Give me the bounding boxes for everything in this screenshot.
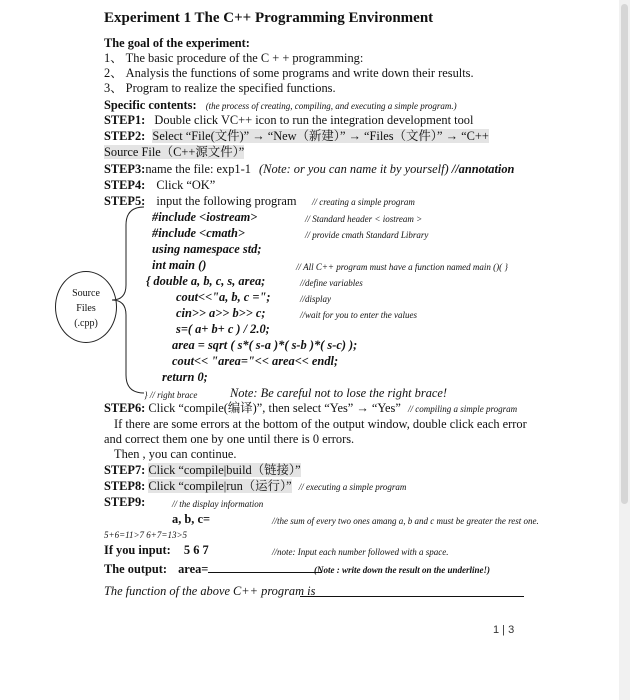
step2: [104, 129, 489, 144]
vertical-scrollbar[interactable]: [619, 0, 630, 700]
code-comment: //define variables: [300, 278, 363, 288]
source-files-label-2: Files: [76, 303, 96, 314]
contents-note: (the process of creating, compiling, and executing a simple program.): [205, 101, 457, 111]
function-underline: [300, 596, 524, 597]
code-line: #include <iostream>: [152, 210, 258, 224]
scrollbar-thumb[interactable]: [621, 4, 628, 504]
specific-contents: [104, 98, 457, 114]
goal-item-2: 2、 Analysis the functions of some programs and write down their results.: [104, 66, 474, 80]
code-line: cin>> a>> b>> c;: [176, 306, 266, 320]
step6-note: // compiling a simple program: [408, 404, 518, 414]
step3-text: name the file: exp1-1: [145, 162, 251, 176]
goal-item-1: 1、 The basic procedure of the C + + programming:: [104, 51, 364, 65]
step7: [104, 463, 301, 478]
step5-text: input the following program: [156, 194, 297, 208]
code-line: cout<<"a, b, c =";: [176, 290, 271, 304]
step1: [104, 113, 473, 128]
step3-label: STEP3:: [104, 162, 146, 176]
goal-heading: The goal of the experiment:: [104, 36, 250, 50]
step9-note: // the display information: [172, 499, 264, 509]
step4-text: Click “OK”: [156, 178, 216, 192]
step3-annotation: //annotation: [451, 162, 515, 176]
step8: [104, 479, 406, 495]
step5-note: // creating a simple program: [312, 197, 415, 207]
source-files-label-3: (.cpp): [74, 318, 98, 329]
abc-note: //the sum of every two ones amang a, b and c must be greater the rest one.: [272, 516, 539, 526]
input-note: //note: Input each number followed with a space.: [272, 547, 449, 557]
output-text: area=: [178, 562, 209, 576]
page-number: 1 | 3: [493, 624, 515, 636]
output-note: (Note : write down the result on the underline!): [314, 565, 491, 575]
example-sums: 5+6=11>7 6+7=13>5: [104, 530, 188, 540]
document-title: Experiment 1 The C++ Programming Environment: [104, 10, 434, 26]
code-line: int main (): [152, 258, 207, 272]
step2-line1: Select “File(文件)” → “New（新建）” → “Files（文件）” → “C++: [152, 129, 489, 143]
code-line: using namespace std;: [152, 242, 262, 256]
step6-para1: If there are some errors at the bottom of the output window, double click each error: [114, 417, 527, 431]
step7-label: STEP7:: [104, 463, 146, 477]
output-label: The output:: [104, 562, 167, 576]
step6-text: Click “compile(编译)”, then select “Yes” → “Yes”: [148, 401, 401, 415]
step6-label: STEP6:: [104, 401, 146, 415]
step6-para3: Then , you can continue.: [114, 447, 237, 461]
input-row: [104, 543, 209, 558]
function-text: The function of the above C++ program is: [104, 584, 316, 598]
right-brace-note: Note: Be careful not to lose the right brace!: [230, 386, 448, 400]
code-comment: // provide cmath Standard Library: [305, 230, 429, 240]
step6: [104, 401, 517, 417]
code-line: s=( a+ b+ c ) / 2.0;: [176, 322, 270, 336]
code-comment: //wait for you to enter the values: [300, 310, 417, 320]
output-row: [104, 561, 322, 577]
step3: [104, 162, 514, 177]
code-comment: // Standard header < iostream >: [305, 214, 423, 224]
code-comment: // All C++ program must have a function named main ()( }: [296, 262, 508, 272]
input-label: If you input:: [104, 543, 171, 557]
step9: [104, 495, 145, 510]
step7-text: Click “compile|build（链接）”: [148, 463, 301, 477]
step2-label: STEP2:: [104, 129, 146, 143]
code-line: cout<< "area="<< area<< endl;: [172, 354, 339, 368]
abc-prompt: a, b, c=: [172, 512, 211, 526]
code-line: return 0;: [162, 370, 208, 384]
goal-item-3: 3、 Program to realize the specified functions.: [104, 81, 336, 95]
step1-text: Double click VC++ icon to run the integration development tool: [154, 113, 474, 127]
step1-label: STEP1:: [104, 113, 146, 127]
function-row: [104, 584, 315, 599]
code-line: area = sqrt ( s*( s-a )*( s-b )*( s-c) );: [172, 338, 358, 352]
source-files-oval: [55, 271, 117, 343]
source-files-label-1: Source: [72, 288, 100, 299]
right-brace-line: } // right brace: [144, 390, 198, 400]
step4: [104, 178, 215, 193]
output-underline: [208, 561, 322, 573]
contents-label: Specific contents:: [104, 98, 197, 112]
step8-note: // executing a simple program: [298, 482, 407, 492]
step2-line2-row: [104, 145, 244, 160]
step4-label: STEP4:: [104, 178, 146, 192]
code-comment: //display: [300, 294, 331, 304]
step8-text: Click “compile|run（运行）”: [148, 479, 292, 493]
step9-label: STEP9:: [104, 495, 146, 509]
step6-para2: and correct them one by one until there is 0 errors.: [104, 432, 355, 446]
input-values: 5 6 7: [183, 543, 209, 557]
code-line: { double a, b, c, s, area;: [146, 274, 266, 288]
step2-line2: Source File（C++源文件）”: [104, 145, 245, 159]
step5-label: STEP5:: [104, 194, 146, 208]
step3-note: (Note: or you can name it by yourself): [259, 162, 449, 176]
step8-label: STEP8:: [104, 479, 146, 493]
code-line: #include <cmath>: [152, 226, 245, 240]
